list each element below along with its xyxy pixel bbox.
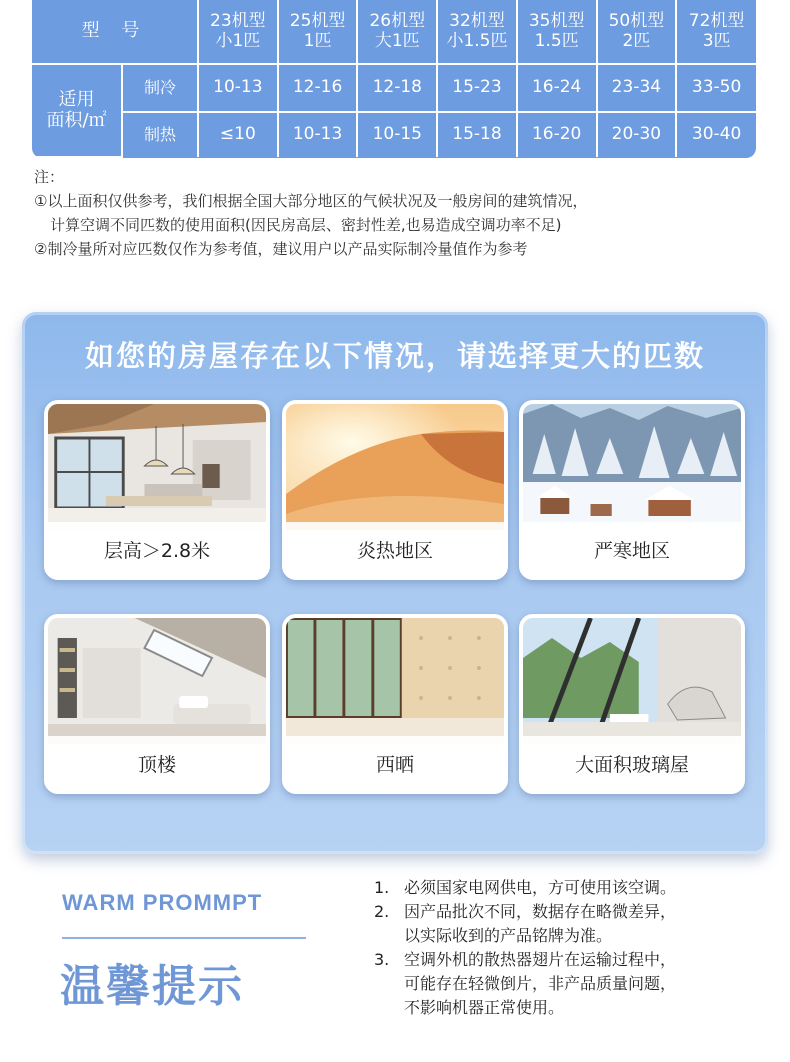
situation-label: 炎热地区 bbox=[286, 522, 504, 576]
table-cell: 15-18 bbox=[437, 112, 517, 157]
larger-capacity-panel bbox=[22, 312, 768, 854]
panel-title: 如您的房屋存在以下情况，请选择更大的匹数 bbox=[84, 339, 705, 373]
table-header-row bbox=[32, 0, 756, 64]
model-capacity: 2匹 bbox=[622, 30, 651, 51]
high-ceiling-interior-image bbox=[48, 404, 266, 530]
situation-card-top-floor bbox=[44, 614, 270, 794]
note-line: ②制冷量所对应匹数仅作为参考值，建议用户以产品实际制冷量值作为参考 bbox=[34, 240, 528, 258]
tip-line: 空调外机的散热器翅片在运输过程中， bbox=[404, 950, 677, 969]
desert-dunes-image bbox=[286, 404, 504, 530]
warm-prompt-tips bbox=[374, 876, 774, 1020]
model-column-header bbox=[597, 0, 677, 64]
table-cell: 30-40 bbox=[676, 112, 756, 157]
tip-number: 2. bbox=[374, 902, 390, 921]
situation-label: 层高＞2.8米 bbox=[48, 522, 266, 576]
tip-line: 不影响机器正常使用。 bbox=[404, 998, 565, 1017]
model-column-header bbox=[517, 0, 597, 64]
table-cell: 20-30 bbox=[597, 112, 677, 157]
situation-label: 西晒 bbox=[286, 736, 504, 790]
table-cell: 16-24 bbox=[517, 64, 597, 112]
model-column-header bbox=[437, 0, 517, 64]
model-capacity: 大1匹 bbox=[374, 30, 420, 51]
warm-prompt-english-title: WARM PROMMPT bbox=[62, 890, 263, 915]
model-capacity: 1.5匹 bbox=[534, 30, 579, 51]
model-capacity: 3匹 bbox=[702, 30, 731, 51]
attic-room-image bbox=[48, 618, 266, 744]
notes-section bbox=[34, 165, 774, 261]
model-name: 32机型 bbox=[449, 10, 505, 31]
notes-heading: 注： bbox=[34, 168, 65, 186]
model-column-header bbox=[676, 0, 756, 64]
model-capacity: 1匹 bbox=[303, 30, 332, 51]
model-name: 35机型 bbox=[528, 10, 585, 31]
tip-line: 可能存在轻微倒片，非产品质量问题， bbox=[404, 974, 677, 993]
table-cell: 12-18 bbox=[357, 64, 437, 112]
table-cell: 10-13 bbox=[198, 64, 278, 112]
mode-cooling-label: 制冷 bbox=[122, 64, 198, 112]
model-column-header bbox=[278, 0, 358, 64]
tip-text bbox=[404, 948, 774, 1020]
situation-card-glass-house bbox=[519, 614, 745, 794]
table-cell: 23-34 bbox=[597, 64, 677, 112]
model-column-header bbox=[357, 0, 437, 64]
area-header-line: 适用 bbox=[58, 88, 95, 110]
model-name: 26机型 bbox=[369, 10, 426, 31]
model-column-header bbox=[198, 0, 278, 64]
capacity-spec-table bbox=[32, 0, 756, 158]
situation-card-high-ceiling bbox=[44, 400, 270, 580]
snowy-village-image bbox=[523, 404, 741, 530]
model-header: 型 号 bbox=[32, 0, 198, 64]
tip-text bbox=[404, 876, 774, 900]
note-line: ①以上面积仅供参考，我们根据全国大部分地区的气候状况及一般房间的建筑情况， bbox=[34, 192, 588, 210]
tip-item bbox=[374, 900, 774, 948]
table-cell: ≤10 bbox=[198, 112, 278, 157]
tip-line: 以实际收到的产品铭牌为准。 bbox=[404, 926, 613, 945]
model-name: 50机型 bbox=[608, 10, 665, 31]
area-header bbox=[32, 64, 122, 157]
tip-number: 1. bbox=[374, 878, 390, 897]
model-name: 25机型 bbox=[289, 10, 346, 31]
model-capacity: 小1匹 bbox=[215, 30, 261, 51]
tip-line: 因产品批次不同，数据存在略微差异， bbox=[404, 902, 677, 921]
model-capacity: 小1.5匹 bbox=[446, 30, 508, 51]
table-cell: 10-15 bbox=[357, 112, 437, 157]
model-name: 23机型 bbox=[210, 10, 266, 31]
sunlit-windows-image bbox=[286, 618, 504, 744]
warm-prompt-divider bbox=[62, 937, 306, 939]
tip-item bbox=[374, 948, 774, 1020]
situation-label: 大面积玻璃屋 bbox=[523, 736, 741, 790]
table-row-cooling bbox=[32, 64, 756, 112]
situation-card-west-sun bbox=[282, 614, 508, 794]
table-cell: 15-23 bbox=[437, 64, 517, 112]
situation-card-hot-region bbox=[282, 400, 508, 580]
table-cell: 33-50 bbox=[676, 64, 756, 112]
glass-house-image bbox=[523, 618, 741, 744]
tip-line: 必须国家电网供电，方可使用该空调。 bbox=[404, 878, 677, 897]
situation-label: 顶楼 bbox=[48, 736, 266, 790]
table-cell: 16-20 bbox=[517, 112, 597, 157]
area-header-line: 面积/㎡ bbox=[46, 109, 107, 131]
table-row-heating bbox=[32, 112, 756, 157]
tip-text bbox=[404, 900, 774, 948]
situation-card-cold-region bbox=[519, 400, 745, 580]
model-name: 72机型 bbox=[688, 10, 745, 31]
table-cell: 12-16 bbox=[278, 64, 358, 112]
tip-item bbox=[374, 876, 774, 900]
mode-heating-label: 制热 bbox=[122, 112, 198, 157]
note-line: 计算空调不同匹数的使用面积(因民房高层、密封性差,也易造成空调功率不足) bbox=[50, 216, 562, 234]
table-cell: 10-13 bbox=[278, 112, 358, 157]
tip-number: 3. bbox=[374, 950, 390, 969]
situation-label: 严寒地区 bbox=[523, 522, 741, 576]
warm-prompt-chinese-title: 温馨提示 bbox=[60, 961, 244, 1012]
